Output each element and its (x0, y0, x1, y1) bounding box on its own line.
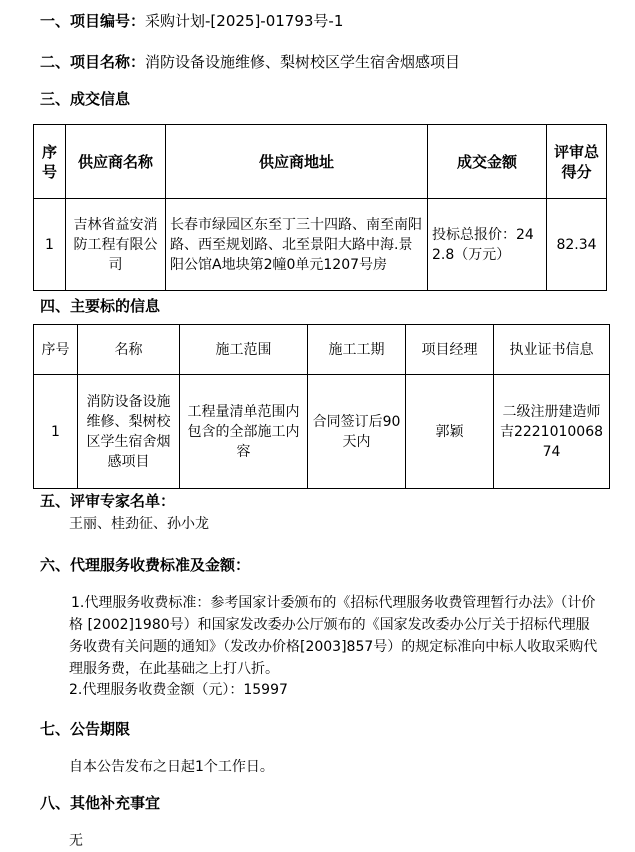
section-subject-info-title: 四、主要标的信息 (40, 297, 161, 315)
section-deal-info-title: 三、成交信息 (40, 90, 131, 108)
deal-info-header-row (34, 125, 607, 199)
col-header-supplier-address: 供应商地址 (166, 125, 428, 199)
subject-info-header-row (34, 325, 610, 375)
project-number-label: 一、项目编号： (40, 12, 146, 30)
cell-supplier-name: 吉林省益安消防工程有限公司 (66, 199, 166, 291)
project-number-value: 采购计划-[2025]-01793号-1 (145, 12, 344, 30)
section-period-title: 七、公告期限 (40, 720, 131, 738)
project-name-label: 二、项目名称： (40, 53, 146, 71)
col-header-name: 名称 (78, 325, 180, 375)
subject-info-table (33, 324, 610, 489)
col-header-index: 序号 (34, 125, 66, 199)
cell-manager: 郭颖 (406, 375, 494, 489)
col-header-scope: 施工范围 (180, 325, 308, 375)
section-experts-title: 五、评审专家名单： (40, 492, 176, 510)
col-header-supplier-name: 供应商名称 (66, 125, 166, 199)
cell-index: 1 (34, 375, 78, 489)
table-row (34, 199, 607, 291)
col-header-certificate: 执业证书信息 (494, 325, 610, 375)
cell-deal-amount: 投标总报价：242.8（万元） (428, 199, 547, 291)
deal-info-table (33, 124, 607, 291)
other-text: 无 (69, 833, 83, 849)
section-other-title: 八、其他补充事宜 (40, 794, 161, 812)
fee-standard-paragraph: 1.代理服务收费标准：参考国家计委颁布的《招标代理服务收费管理暂行办法》（计价格 [2002]1980号）和国家发改委办公厅颁布的《国家发改委办公厅关于招标代理服务收费有关问题的通知》（发改办价格[2003]857号）的规定标准向中标人收取采购代理服务费，在此基础之上打八折。 (69, 595, 598, 677)
cell-index: 1 (34, 199, 66, 291)
period-text: 自本公告发布之日起1个工作日。 (69, 759, 274, 775)
cell-certificate: 二级注册建造师 吉222101006874 (494, 375, 610, 489)
cell-supplier-address: 长春市绿园区东至丁三十四路、南至南阳路、西至规划路、北至景阳大路中海.景阳公馆A地块第2幢0单元1207号房 (166, 199, 428, 291)
cell-name: 消防设备设施维修、梨树校区学生宿舍烟感项目 (78, 375, 180, 489)
expert-list: 王丽、桂劲征、孙小龙 (69, 516, 209, 532)
project-name-value: 消防设备设施维修、梨树校区学生宿舍烟感项目 (145, 53, 461, 71)
cell-scope: 工程量清单范围内包含的全部施工内容 (180, 375, 308, 489)
project-name (40, 52, 460, 72)
col-header-manager: 项目经理 (406, 325, 494, 375)
col-header-score: 评审总得分 (547, 125, 607, 199)
table-row (34, 375, 610, 489)
cell-score: 82.34 (547, 199, 607, 291)
fee-amount-paragraph: 2.代理服务收费金额（元）：15997 (69, 682, 288, 698)
section-fee-title: 六、代理服务收费标准及金额： (40, 556, 251, 574)
col-header-index: 序号 (34, 325, 78, 375)
col-header-duration: 施工工期 (308, 325, 406, 375)
col-header-deal-amount: 成交金额 (428, 125, 547, 199)
cell-duration: 合同签订后90天内 (308, 375, 406, 489)
project-number (40, 11, 343, 31)
